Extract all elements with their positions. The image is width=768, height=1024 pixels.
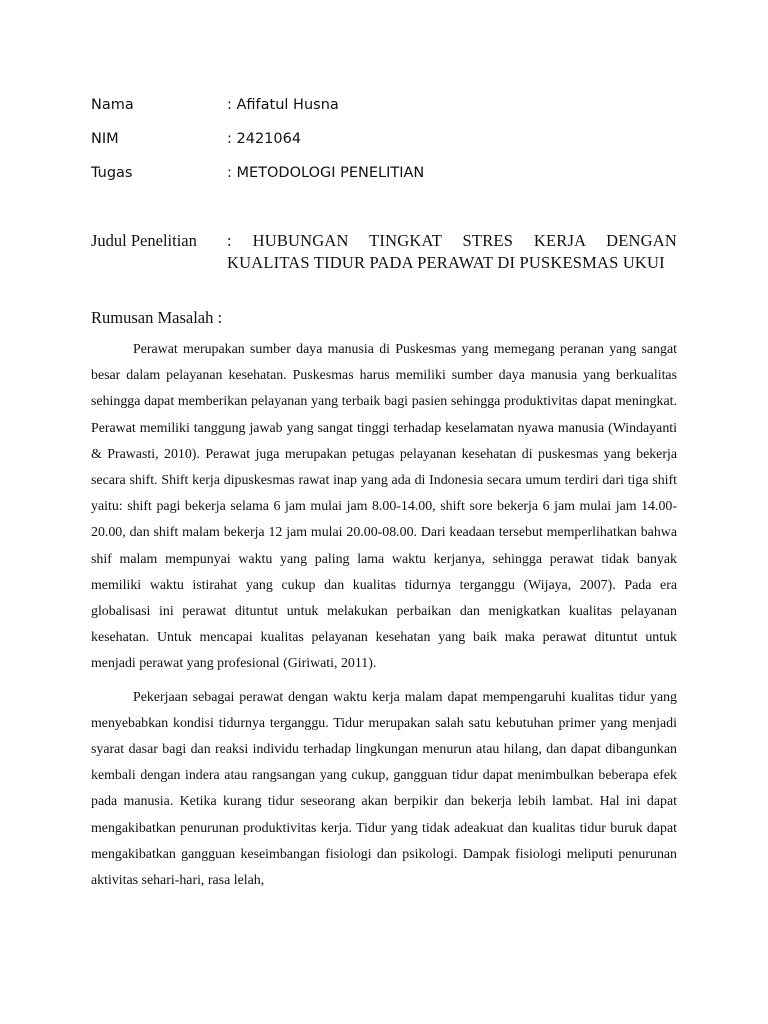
nama-label: Nama [91, 97, 134, 113]
paragraph: Pekerjaan sebagai perawat dengan waktu kerja malam dapat mempengaruhi kualitas tidur yang menyebabkan kondisi tidurnya terganggu. Tidur merupakan salah satu kebutuhan primer yang menjadi syarat dasar bagi dan reaksi individu terhadap lingkungan menurun atau hilang, dan dapat dibangunkan kembali dengan indera atau rangsangan yang cukup, gangguan tidur dapat menimbulkan beberapa efek pada manusia. Ketika kurang tidur seseorang akan berpikir dan bekerja lebih lambat. Hal ini dapat mengakibatkan penurunan produktivitas kerja. Tidur yang tidak adeakuat dan kualitas tidur buruk dapat mengakibatkan gangguan keseimbangan fisiologi dan psikologi. Dampak fisiologi meliputi penurunan aktivitas sehari-hari, rasa lelah, [91, 689, 677, 889]
judul-value: : HUBUNGAN TINGKAT STRES KERJA DENGAN KUALITAS TIDUR PADA PERAWAT DI PUSKESMAS UKUI [227, 231, 677, 272]
rumusan-body [91, 337, 677, 901]
paragraph: Perawat merupakan sumber daya manusia di Puskesmas yang memegang peranan yang sangat besar dalam pelayanan kesehatan. Puskesmas harus memiliki sumber daya manusia yang berkualitas sehingga dapat memberikan pelayanan yang terbaik bagi pasien sehingga produktivitas dapat meningkat. Perawat memiliki tanggung jawab yang sangat tinggi terhadap keselamatan nyawa manusia (Windayanti & Prawasti, 2010). Perawat juga merupakan petugas pelayanan kesehatan di puskesmas yang bekerja secara shift. Shift kerja dipuskesmas rawat inap yang ada di Indonesia secara umum terdiri dari tiga shift yaitu: shift pagi bekerja selama 6 jam mulai jam 8.00-14.00, shift sore bekerja 6 jam mulai jam 14.00-20.00, dan shift malam bekerja 12 jam mulai 20.00-08.00. Dari keadaan tersebut memperlihatkan bahwa shif malam mempunyai waktu yang paling lama waktu kerjanya, sehingga perawat tidak banyak memiliki waktu istirahat yang cukup dan kualitas tidurnya terganggu (Wijaya, 2007). Pada era globalisasi ini perawat dituntut untuk melakukan perbaikan dan menigkatkan kualitas pelayanan kesehatan. Untuk mencapai kualitas pelayanan kesehatan yang baik maka perawat dituntut untuk menjadi perawat yang profesional (Giriwati, 2011). [91, 342, 677, 672]
rumusan-heading: Rumusan Masalah : [91, 308, 223, 327]
judul-label: Judul Penelitian [91, 231, 197, 250]
tugas-label: Tugas [91, 165, 133, 181]
nim-value: : 2421064 [227, 131, 302, 147]
nama-value: : Afifatul Husna [227, 97, 339, 113]
nim-label: NIM [91, 131, 119, 147]
tugas-value: : METODOLOGI PENELITIAN [227, 165, 425, 181]
